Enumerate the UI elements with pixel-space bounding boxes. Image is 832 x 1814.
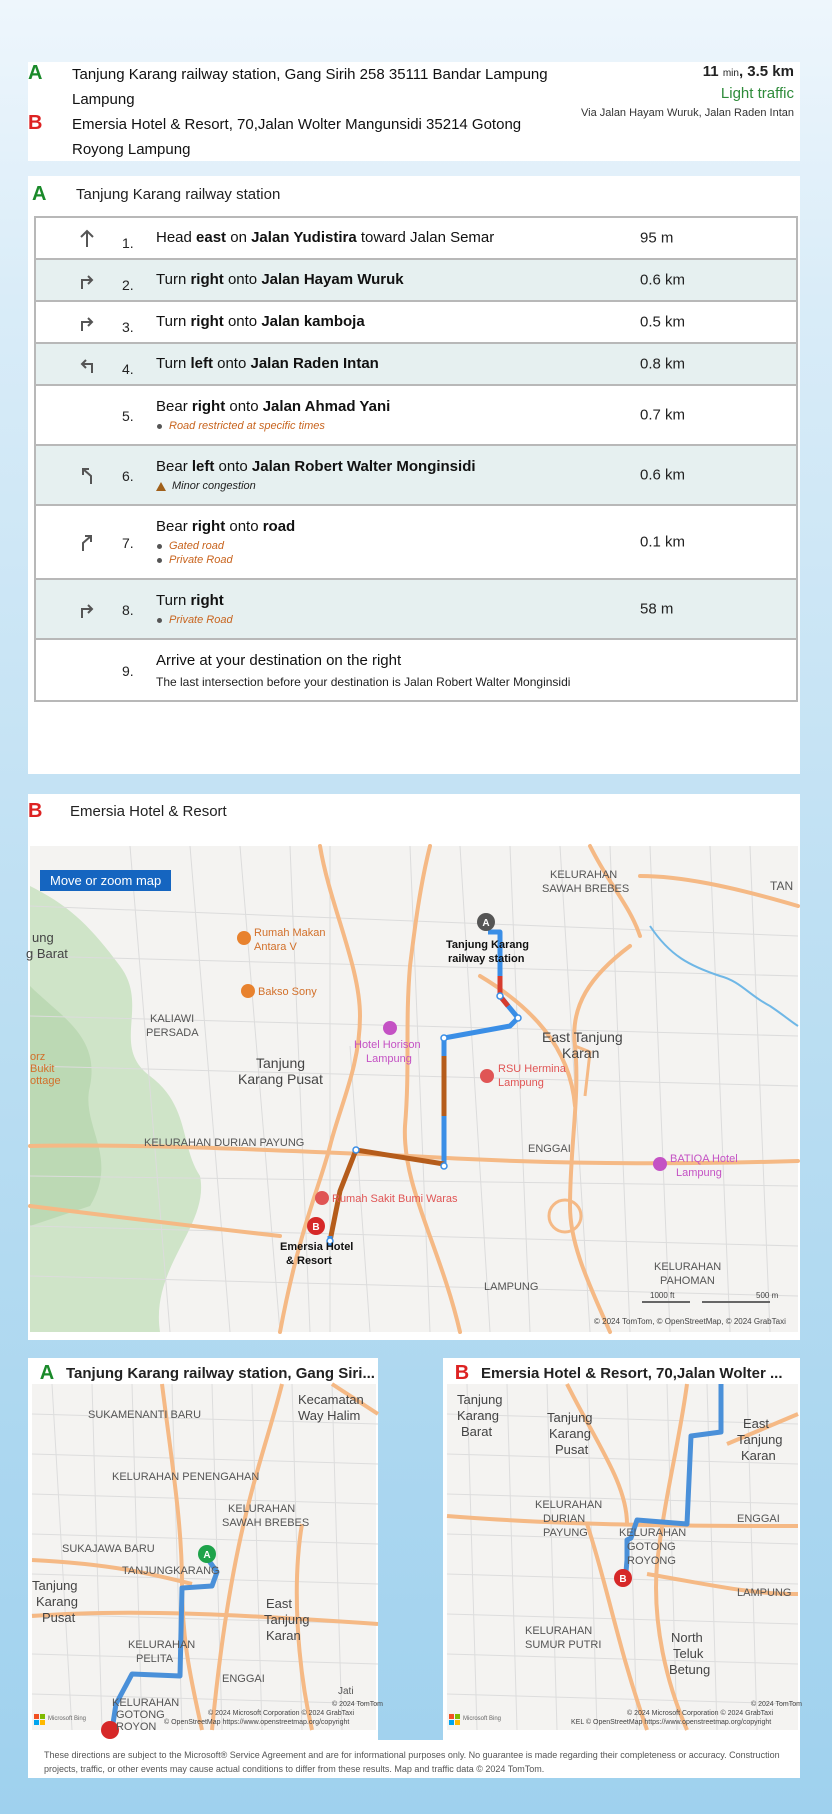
direction-step[interactable] [36, 386, 796, 446]
step-instruction: Bear right onto road Gated road Private Road [156, 518, 296, 566]
directions-panel [28, 176, 800, 774]
map-label: ENGGAI [737, 1513, 780, 1525]
warning-icon [156, 482, 166, 491]
direction-step[interactable] [36, 580, 796, 640]
origin-mini-map-canvas[interactable] [32, 1384, 383, 1733]
map-label: SAWAH BREBES [222, 1517, 310, 1529]
map-label: PELITA [136, 1653, 174, 1665]
step-distance: 0.6 km [640, 466, 686, 484]
turn-right-icon [76, 311, 98, 333]
map-attribution: © 2024 TomTom [332, 1701, 383, 1708]
destination-header [28, 794, 800, 826]
map-label: Pusat [555, 1442, 589, 1457]
step-instruction: Head east on Jalan Yudistira toward Jalan Semar [156, 229, 495, 246]
map-label: LAMPUNG [737, 1587, 792, 1599]
map-label: Teluk [673, 1646, 704, 1661]
route-stats [581, 62, 794, 122]
map-label: KALIAWI [150, 1013, 195, 1025]
map-label: TANJUNGKARANG [122, 1565, 220, 1577]
bing-logo [34, 1714, 86, 1725]
map-label: KELURAHAN [654, 1261, 722, 1273]
step-instruction: Arrive at your destination on the right The last intersection before your destination is Jalan Robert Walter Monginsidi [156, 652, 571, 689]
map-label: Karang Pusat [238, 1071, 323, 1087]
map-label: SAWAH BREBES [542, 883, 630, 895]
map-label: Rumah Makan [254, 927, 326, 939]
arrow-up-icon [76, 227, 98, 249]
step-note: Road restricted at specific times [156, 420, 390, 432]
map-label: GOTONG [627, 1541, 676, 1553]
map-label: Emersia Hotel [280, 1241, 354, 1253]
step-instruction: Turn right onto Jalan Hayam Wuruk [156, 271, 404, 288]
map-label: KELURAHAN [112, 1697, 180, 1709]
map-label: Tanjung [737, 1432, 783, 1447]
step-subtext: The last intersection before your destination is Jalan Robert Walter Monginsidi [156, 675, 571, 689]
bullet-icon [157, 544, 162, 549]
origin-mini-letter: A [39, 1361, 55, 1384]
start-letter: A [32, 182, 47, 205]
map-label: PAHOMAN [660, 1275, 715, 1287]
step-note: Gated road [156, 540, 295, 552]
svg-text:A: A [203, 1550, 211, 1561]
map-label: PERSADA [146, 1027, 199, 1039]
step-instruction: Bear right onto Jalan Ahmad Yani Road restricted at specific times [156, 398, 391, 432]
steps-table [34, 216, 798, 702]
disclaimer: These directions are subject to the Microsoft® Service Agreement and are for informational purposes only. No guarantee is made regarding their completeness or accuracy. Construction projects, traffic, or other events may cause actual conditions to differ from these results. Map and traffic data © 2024 TomTom. [28, 1740, 800, 1778]
map-label: Tanjung [547, 1410, 593, 1425]
map-label: ung [32, 930, 54, 945]
scale-bar [642, 1291, 779, 1302]
svg-text:Microsoft Bing: Microsoft Bing [463, 1716, 502, 1722]
map-label: Karan [741, 1448, 776, 1463]
step-distance: 0.5 km [640, 313, 686, 331]
map-label: KELURAHAN [525, 1625, 593, 1637]
map-attribution: © 2024 TomTom, © OpenStreetMap, © 2024 GrabTaxi [594, 1317, 786, 1326]
map-label: Lampung [366, 1053, 412, 1065]
map-label: Karang [457, 1408, 499, 1423]
map-label: North [671, 1630, 703, 1645]
map-attribution: KEL © OpenStreetMap https://www.openstreetmap.org/copyright [571, 1719, 772, 1726]
svg-text:1000 ft: 1000 ft [650, 1291, 675, 1300]
origin-mini-title: Tanjung Karang railway station, Gang Siri... [66, 1364, 375, 1382]
direction-step[interactable] [36, 344, 796, 386]
step-number: 4. [122, 361, 134, 377]
map-label: ENGGAI [528, 1143, 571, 1155]
map-label: ROYONG [627, 1555, 676, 1567]
origin-letter: A [28, 62, 43, 84]
bear-left-icon [76, 464, 98, 486]
map-label: & Resort [286, 1255, 332, 1267]
destination-mini-panel [443, 1358, 800, 1778]
map-label: g Barat [26, 946, 68, 961]
step-distance: 0.8 km [640, 355, 686, 373]
map-label: Tanjung [32, 1578, 78, 1593]
map-attribution: © 2024 Microsoft Corporation © 2024 GrabTaxi [627, 1710, 774, 1717]
restaurant-icon[interactable] [237, 931, 251, 945]
origin-mini-map[interactable] [32, 1384, 383, 1733]
destination-letter: B [28, 112, 43, 134]
map-label: KELURAHAN PENENGAHAN [112, 1471, 260, 1483]
map-label: Karang [549, 1426, 591, 1441]
map-label: Antara V [254, 941, 297, 953]
turn-right-icon [76, 598, 98, 620]
route-summary [28, 62, 800, 161]
marker-b[interactable] [307, 1217, 325, 1235]
move-zoom-map-button[interactable]: Move or zoom map [40, 870, 171, 891]
step-instruction: Turn right onto Jalan kamboja [156, 313, 365, 330]
map-label: LAMPUNG [484, 1281, 539, 1293]
map-label: Jati [338, 1686, 354, 1697]
dest-header-letter: B [28, 799, 43, 822]
map-label: Bakso Sony [258, 986, 317, 998]
turn-left-icon [76, 353, 98, 375]
restaurant-icon[interactable] [241, 984, 255, 998]
svg-text:Microsoft Bing: Microsoft Bing [48, 1716, 87, 1722]
destination-mini-letter: B [454, 1361, 470, 1384]
marker-a[interactable] [198, 1545, 216, 1563]
bullet-icon [157, 424, 162, 429]
step-number: 9. [122, 663, 134, 679]
destination-mini-title: Emersia Hotel & Resort, 70,Jalan Wolter ... [481, 1364, 783, 1382]
map-label: Rumah Sakit Bumi Waras [332, 1193, 458, 1205]
map-label: Lampung [676, 1167, 722, 1179]
marker-a[interactable] [477, 913, 495, 931]
direction-step[interactable] [36, 446, 796, 506]
map-label: Hotel Horison [354, 1039, 421, 1051]
map-label: KELURAHAN [619, 1527, 687, 1539]
map-label: BATIQA Hotel [670, 1153, 738, 1165]
svg-text:B: B [312, 1222, 320, 1233]
marker-b[interactable] [614, 1569, 632, 1587]
map-label: Karan [562, 1045, 600, 1061]
map-attribution: © OpenStreetMap https://www.openstreetmap.org/copyright [164, 1719, 350, 1726]
map-label: ENGGAI [222, 1673, 265, 1685]
direction-step[interactable] [36, 218, 796, 260]
direction-step[interactable] [36, 640, 796, 702]
route-via: Via Jalan Hayam Wuruk, Jalan Raden Intan [581, 107, 794, 119]
map-label: orz [30, 1051, 46, 1063]
svg-text:B: B [619, 1574, 627, 1585]
step-note: Minor congestion [156, 480, 476, 492]
step-distance: 0.6 km [640, 271, 686, 289]
dest-header-name: Emersia Hotel & Resort [70, 802, 227, 820]
map-label: ROYON [116, 1721, 157, 1733]
hotel-icon[interactable] [383, 1021, 397, 1035]
route-map-canvas[interactable] [26, 846, 798, 1332]
map-label: KELURAHAN [228, 1503, 296, 1515]
traffic-status: Light traffic [720, 85, 794, 102]
map-label: SUKAMENANTI BARU [88, 1409, 202, 1421]
step-instruction: Turn right Private Road [156, 592, 233, 626]
step-number: 6. [122, 468, 134, 484]
map-label: DURIAN [543, 1513, 586, 1525]
step-number: 8. [122, 602, 134, 618]
map-label: KELURAHAN [550, 869, 618, 881]
map-label: PAYUNG [543, 1527, 588, 1539]
start-name: Tanjung Karang railway station [76, 185, 281, 203]
map-label: GOTONG [116, 1709, 165, 1721]
map-label: KELURAHAN [535, 1499, 603, 1511]
origin-mini-panel [28, 1358, 383, 1778]
bullet-icon [157, 558, 162, 563]
map-label: KELURAHAN DURIAN PAYUNG [144, 1137, 305, 1149]
step-note: Private Road [156, 554, 295, 566]
map-label: Betung [669, 1662, 711, 1677]
step-instruction: Bear left onto Jalan Robert Walter Monginsidi Minor congestion [156, 458, 476, 492]
map-label: Lampung [498, 1077, 544, 1089]
destination-panel [28, 794, 800, 1340]
map-label: Tanjung Karang [446, 939, 529, 951]
map-label: East [266, 1596, 293, 1611]
bing-logo [449, 1714, 501, 1725]
map-label: Kecamatan [298, 1392, 364, 1407]
map-label: Barat [461, 1424, 493, 1439]
step-distance: 58 m [640, 600, 674, 618]
destination-mini-map[interactable] [447, 1384, 802, 1730]
direction-step[interactable] [36, 302, 796, 344]
bullet-icon [157, 618, 162, 623]
hospital-icon[interactable] [315, 1191, 329, 1205]
turn-right-icon [76, 269, 98, 291]
map-label: Tanjung [264, 1612, 310, 1627]
map-label: Way Halim [298, 1408, 361, 1423]
origin-address[interactable]: Tanjung Karang railway station, Gang Sirih 258 35111 Bandar Lampung Lampung [72, 66, 548, 108]
hospital-icon[interactable] [480, 1069, 494, 1083]
map-label: East [743, 1416, 770, 1431]
hotel-icon[interactable] [653, 1157, 667, 1171]
map-label: SUMUR PUTRI [525, 1639, 602, 1651]
step-number: 5. [122, 408, 134, 424]
map-label: ottage [30, 1075, 61, 1087]
map-label: Tanjung [256, 1055, 306, 1071]
bear-right-icon [76, 531, 98, 553]
svg-text:500 m: 500 m [756, 1291, 779, 1300]
direction-step[interactable] [36, 260, 796, 302]
step-number: 1. [122, 235, 134, 251]
step-number: 2. [122, 277, 134, 293]
travel-time: 11 min, 3.5 km [702, 63, 794, 80]
step-instruction: Turn left onto Jalan Raden Intan [156, 355, 379, 372]
route-map[interactable] [26, 846, 798, 1332]
map-attribution: © 2024 Microsoft Corporation © 2024 GrabTaxi [208, 1710, 355, 1717]
map-label: Bukit [30, 1063, 55, 1075]
svg-text:A: A [482, 918, 490, 929]
step-distance: 0.1 km [640, 533, 686, 551]
map-label: Tanjung [457, 1392, 503, 1407]
map-label: TAN [770, 879, 794, 893]
map-label: RSU Hermina [498, 1063, 566, 1075]
map-label: KELURAHAN [128, 1639, 196, 1651]
direction-step[interactable] [36, 506, 796, 580]
map-label: Karan [266, 1628, 301, 1643]
map-label: Pusat [42, 1610, 76, 1625]
directions-start [28, 176, 800, 212]
step-distance: 0.7 km [640, 406, 686, 424]
map-label: East Tanjung [542, 1029, 623, 1045]
step-number: 7. [122, 535, 134, 551]
map-label: railway station [448, 953, 525, 965]
step-number: 3. [122, 319, 134, 335]
map-label: Karang [36, 1594, 78, 1609]
destination-address[interactable]: Emersia Hotel & Resort, 70,Jalan Wolter Mangunsidi 35214 Gotong Royong Lampung [72, 116, 522, 158]
map-attribution: © 2024 TomTom [751, 1701, 802, 1708]
destination-mini-map-canvas[interactable] [447, 1384, 802, 1730]
step-distance: 95 m [640, 229, 674, 247]
step-note: Private Road [156, 614, 233, 626]
map-label: SUKAJAWA BARU [62, 1543, 155, 1555]
